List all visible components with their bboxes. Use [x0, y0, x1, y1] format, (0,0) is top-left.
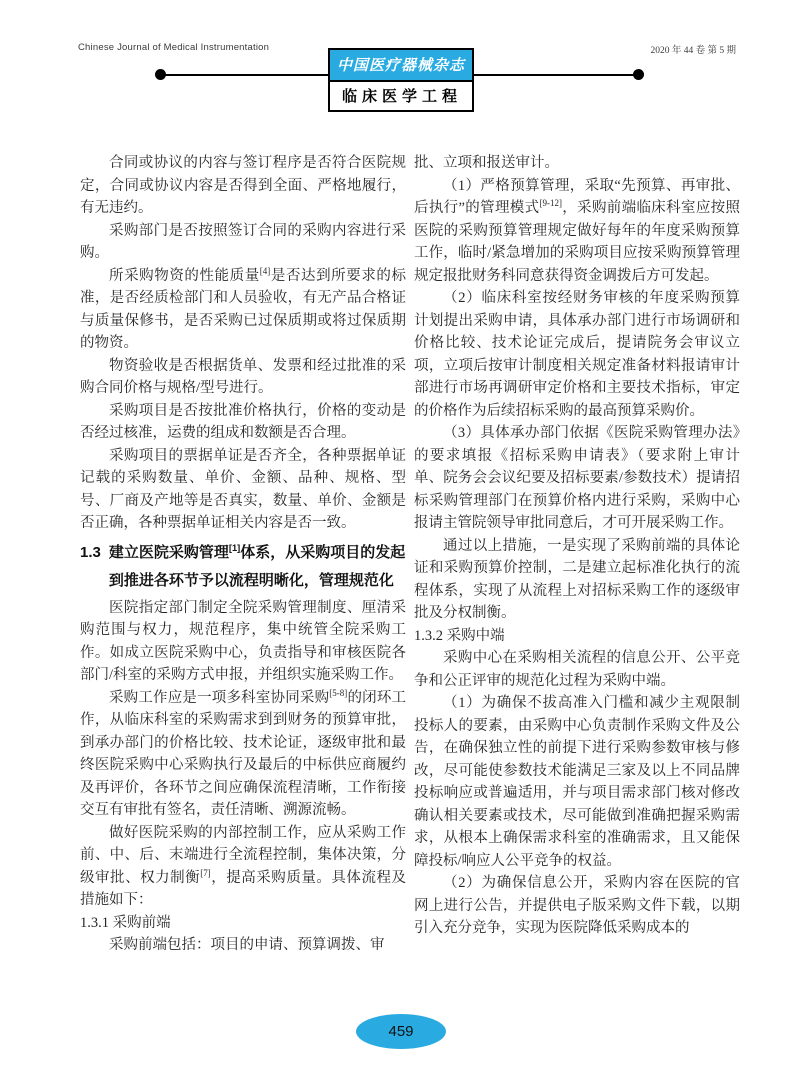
- paragraph: 采购中心在采购相关流程的信息公开、公平竞争和公正评审的规范化过程为采购中端。: [414, 650, 740, 689]
- paragraph: 批、立项和报送审计。: [414, 155, 559, 171]
- section-heading-1-3: [80, 539, 406, 595]
- rule-dot-right-icon: [633, 69, 644, 80]
- paragraph: 采购项目的票据单证是否齐全，各种票据单证记载的采购数量、单价、金额、品种、规格、型号、厂商及产地等是否真实，数量、单价、金额是否正确，各种票据单证相关内容是否一致。: [80, 447, 406, 531]
- journal-section-title: 临床医学工程: [328, 82, 474, 112]
- subsection-heading-1-3-1: 1.3.1 采购前端: [80, 914, 171, 931]
- paragraph: 采购项目是否按批准价格执行，价格的变动是否经过核准，运费的组成和数额是否合理。: [80, 402, 406, 441]
- issue-info: 2020 年 44 卷 第 5 期: [650, 46, 736, 56]
- page-number: 459: [388, 1023, 414, 1040]
- left-column: [80, 152, 406, 957]
- paragraph: （3）具体承办部门依据《医院采购管理办法》的要求填报《招标采购申请表》（要求附上审计单、院务会会议纪要及招标要素/参数技术）提请招标采购管理部门在预算价格内进行采购，采购中心报请主管院领导审批同意后，才可开展采购工作。: [414, 425, 740, 531]
- paragraph: 物资验收是否根据货单、发票和经过批准的采购合同价格与规格/型号进行。: [80, 357, 406, 396]
- section-number: 1.3: [80, 543, 101, 561]
- paragraph: 做好医院采购的内部控制工作，应从采购工作前、中、后、末端进行全流程控制，集体决策，分级审批、权力制衡[7]，提高采购质量。具体流程及措施如下：: [80, 824, 407, 908]
- paragraph: 采购工作应是一项多科室协同采购[5-8]的闭环工作，从临床科室的采购需求到到财务的预算审批，到承办部门的价格比较、技术论证，逐级审批和最终医院采购中心采购执行及最后的中标供应商履约及再评价，各环节之间应确保流程清晰，工作衔接交互有审批有签名，责任清晰、溯源流畅。: [80, 687, 407, 818]
- paragraph: 合同或协议的内容与签订程序是否符合医院规定，合同或协议内容是否得到全面、严格地履行，有无违约。: [80, 155, 406, 216]
- paragraph: （2）为确保信息公开，采购内容在医院的官网上进行公告，并提供电子版采购文件下载，以期引入充分竞争，实现为医院降低采购成本的: [414, 875, 740, 936]
- subsection-heading-1-3-2: 1.3.2 采购中端: [414, 627, 505, 644]
- paragraph: （2）临床科室按经财务审核的年度采购预算计划提出采购申请，具体承办部门进行市场调研和价格比较、技术论证完成后，提请院务会审议立项，立项后按审计制度相关规定准备材料报请审计部进行市场再调研审定价格和主要技术指标，审定的价格作为后续招标采购的最高预算采购价。: [414, 290, 740, 419]
- paragraph: 采购部门是否按照签订合同的采购内容进行采购。: [80, 222, 406, 261]
- journal-logo: [328, 48, 474, 112]
- journal-title-english: Chinese Journal of Medical Instrumentation: [78, 42, 270, 53]
- page-number-badge: [356, 1014, 446, 1049]
- paragraph: （1）为确保不拔高准入门槛和减少主观限制投标人的要素，由采购中心负责制作采购文件及公告，在确保独立性的前提下进行采购参数审核与修改，尽可能使参数技术能满足三家及以上不同品牌投标响应或普遍适用，并与项目需求部门核对修改确认相关要素或技术，尽可能做到准确把握采购需求，从根本上确保需求科室的准确需求，且又能保障投标/响应人公平竞争的权益。: [414, 695, 740, 869]
- right-column: [414, 152, 740, 940]
- paragraph: 医院指定部门制定全院采购管理制度、厘清采购范围与权力，规范程序，集中统管全院采购工作。如成立医院采购中心，负责指导和审核医院各部门/科室的采购方式申报，并组织实施采购工作。: [80, 599, 406, 683]
- rule-dot-left-icon: [155, 69, 166, 80]
- section-title: 建立医院采购管理[1]体系，从采购项目的发起到推进各环节予以流程明晰化，管理规范化: [108, 542, 406, 589]
- paragraph: 通过以上措施，一是实现了采购前端的具体论证和采购预算价控制，二是建立起标准化执行的流程体系，实现了从流程上对招标采购工作的逐级审批及分权制衡。: [414, 537, 740, 621]
- paragraph: （1）严格预算管理，采取“先预算、再审批、后执行”的管理模式[9-12]，采购前端临床科室应按照医院的采购预算管理规定做好每年的年度采购预算工作，临时/紧急增加的采购项目应按采购预算管理规定报批财务科同意获得资金调拨后方可发起。: [414, 177, 740, 284]
- journal-logo-title: 中国医疗器械杂志: [328, 48, 474, 82]
- paragraph: 采购前端包括：项目的申请、预算调拨、审: [109, 937, 385, 953]
- paragraph: 所采购物资的性能质量[4]是否达到所要求的标准，是否经质检部门和人员验收，有无产品合格证与质量保修书，是否采购已过保质期或将过保质期的物资。: [80, 265, 406, 351]
